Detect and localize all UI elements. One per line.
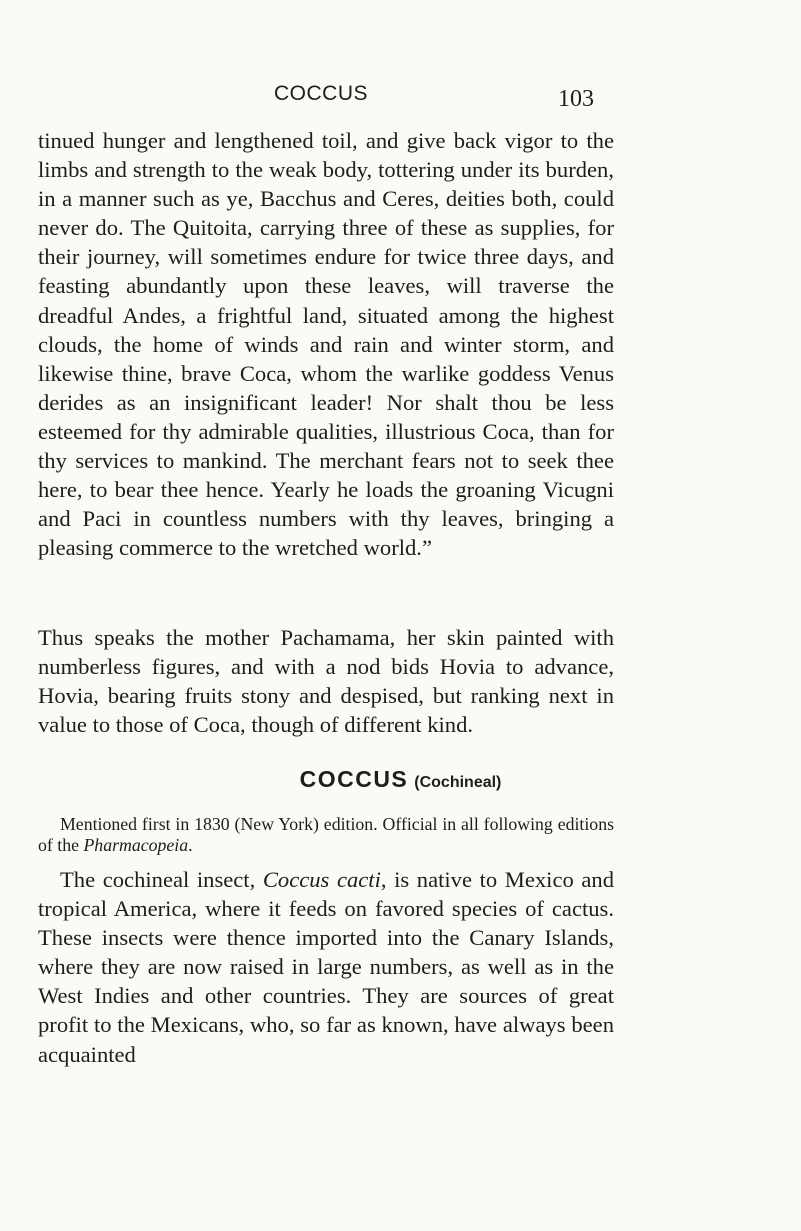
- running-head: [0, 80, 801, 110]
- paragraph-cochineal: [38, 865, 614, 1069]
- p3-start: The cochineal insect,: [60, 867, 263, 892]
- section-subtitle: (Cochineal): [414, 774, 502, 791]
- section-title: COCCUS: [299, 766, 409, 792]
- p3-rest: , is native to Mexico and tropical America, where it feeds on favored species of cactus. These insects were thence imported into the Canary Islands, where they are now raised in large numbers, as well as in the West Indies and other countries. They are sources of great profit to the Mexicans, who, so far as known, have always been acquainted: [38, 867, 614, 1067]
- note-text: Mentioned first in 1830 (New York) edition. Official in all following editions of the: [38, 814, 614, 855]
- running-title: COCCUS: [274, 82, 369, 105]
- paragraph-pachamama: Thus speaks the mother Pachamama, her skin painted with numberless figures, and with a nod bids Hovia to advance, Hovia, bearing fruits stony and despised, but ranking next in value to those of Coca, though of different kind.: [38, 625, 614, 738]
- note-end: .: [188, 835, 193, 855]
- p3-species-name: Coccus cacti: [262, 867, 381, 892]
- section-heading: [0, 766, 801, 793]
- page-number: 103: [558, 86, 594, 112]
- paragraph-continued: tinued hunger and lengthened toil, and give back vigor to the limbs and strength to the weak body, tottering under its burden, in a manner such as ye, Bacchus and Ceres, deities both, could never do. The Quitoita, carrying three of these as supplies, for their journey, will sometimes endure for twice three days, and feasting abundantly upon these leaves, will traverse the dreadful Andes, a frightful land, situated among the highest clouds, the home of winds and rain and winter storm, and likewise thine, brave Coca, whom the warlike goddess Venus derides as an insignificant leader! Nor shalt thou be less esteemed for thy admirable qualities, illustrious Coca, than for thy services to mankind. The merchant fears not to seek thee here, to bear thee hence. Yearly he loads the groaning Vicugni and Paci in countless numbers with thy leaves, bringing a pleasing commerce to the wretched world.”: [38, 128, 614, 561]
- section-note: [38, 814, 614, 856]
- note-italic: Pharmacopeia: [83, 835, 189, 855]
